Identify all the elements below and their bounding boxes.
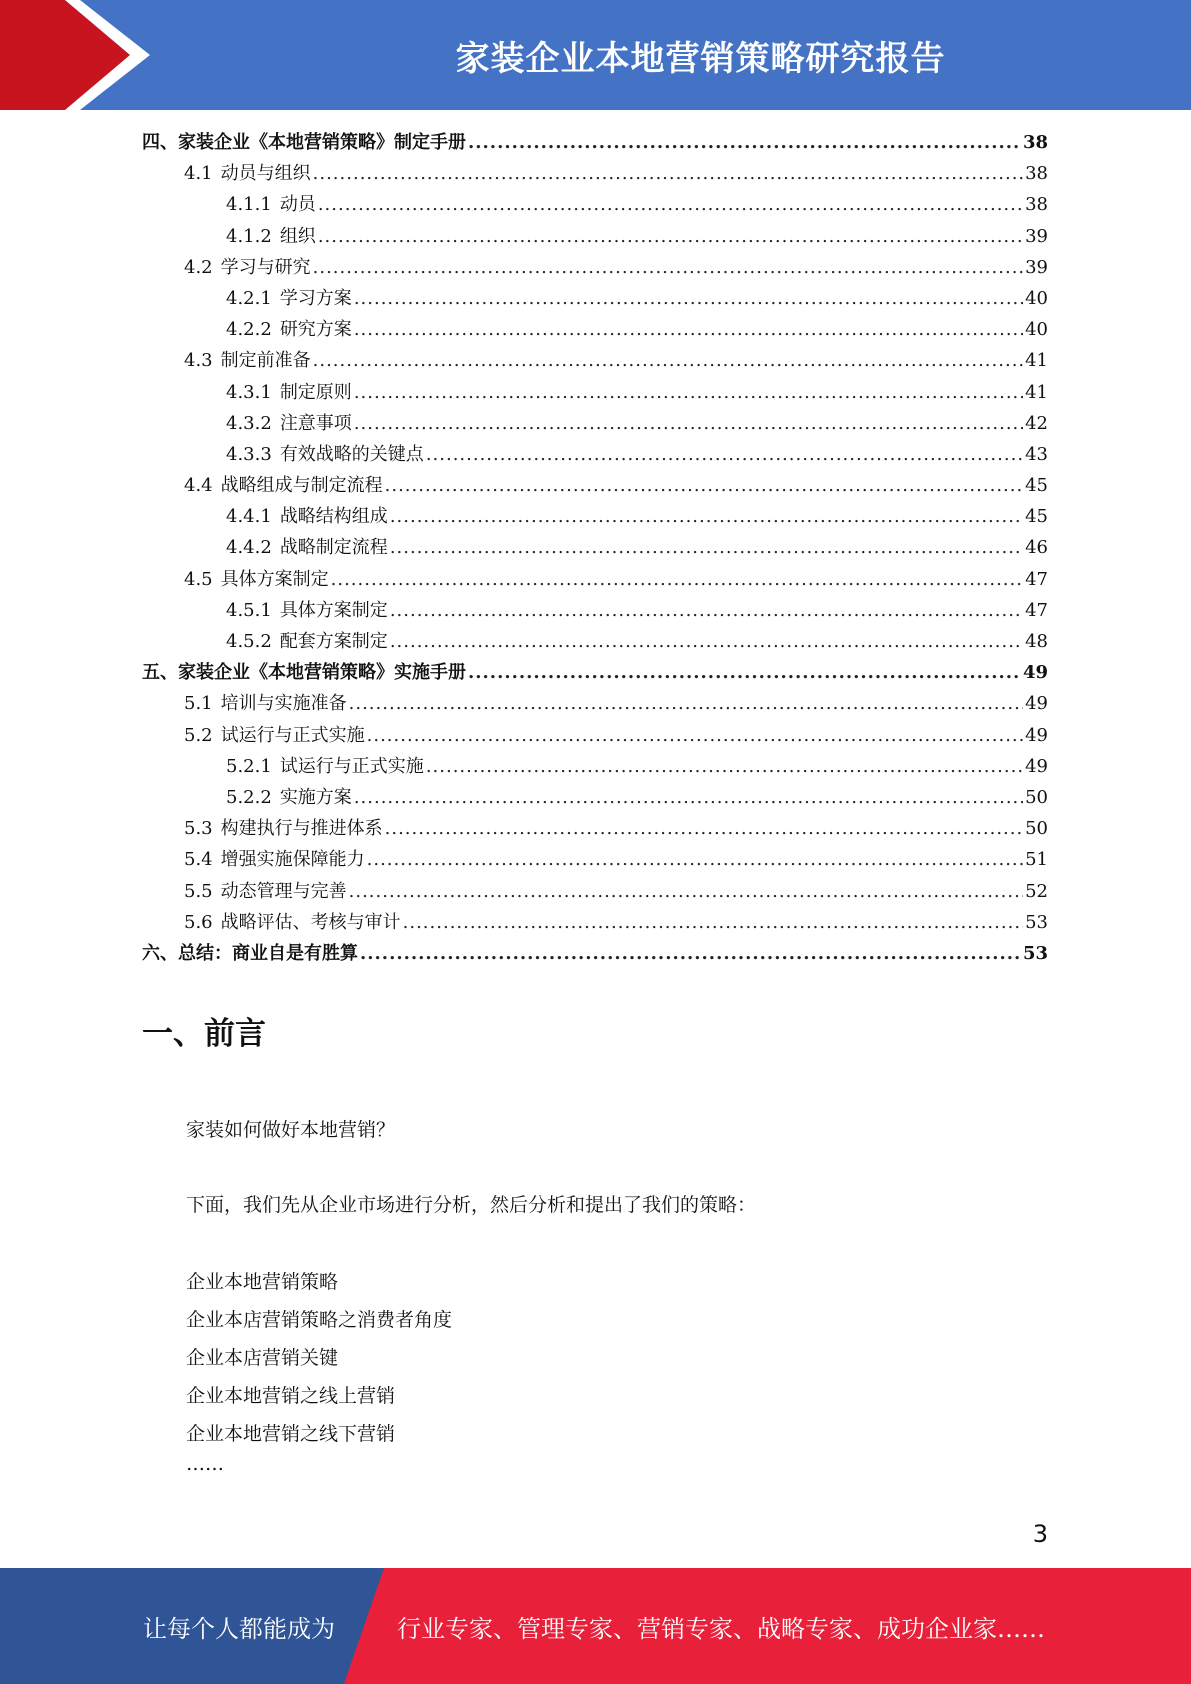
toc-dot-leader: [313, 345, 1023, 376]
toc-entry-page: 53: [1022, 942, 1048, 964]
toc-entry-page: 38: [1025, 194, 1048, 216]
toc-entry-number: 4.1.2: [226, 225, 272, 247]
toc-entry[interactable]: [142, 377, 1048, 408]
document-title: 家装企业本地营销策略研究报告: [455, 38, 946, 79]
toc-entry[interactable]: [142, 314, 1048, 345]
toc-entry[interactable]: [142, 470, 1048, 501]
toc-dot-leader: [349, 688, 1023, 719]
toc-entry[interactable]: [142, 844, 1048, 875]
toc-entry-number: 4.4.1: [226, 506, 272, 528]
toc-dot-leader: [385, 813, 1023, 844]
toc-dot-leader: [331, 564, 1023, 595]
toc-entry-number: 5.6: [184, 911, 213, 933]
toc-entry-title: 注意事项: [279, 412, 352, 434]
toc-entry-title: 有效战略的关键点: [279, 443, 424, 465]
toc-entry-number: 5.2.2: [226, 786, 272, 808]
toc-dot-leader: [354, 782, 1023, 813]
toc-entry-title: 学习与研究: [220, 256, 311, 278]
list-item: 企业本地营销之线下营销: [186, 1423, 396, 1445]
toc-entry-page: 47: [1025, 568, 1048, 590]
intro-paragraph: 下面，我们先从企业市场进行分析，然后分析和提出了我们的策略：: [186, 1194, 757, 1216]
toc-entry[interactable]: [142, 158, 1048, 189]
toc-entry[interactable]: [142, 252, 1048, 283]
toc-entry-page: 49: [1025, 755, 1048, 777]
toc-entry-title: 具体方案制定: [220, 568, 329, 590]
toc-entry-title: 增强实施保障能力: [220, 849, 365, 871]
footer-slogan-right: 行业专家、管理专家、营销专家、战略专家、成功企业家……: [397, 1614, 1045, 1643]
toc-entry-page: 49: [1022, 662, 1048, 684]
toc-entry-number: 5.2.1: [226, 755, 272, 777]
toc-dot-leader: [354, 408, 1023, 439]
list-item: 企业本地营销之线上营销: [186, 1385, 396, 1407]
toc-entry-title: 动员: [279, 194, 316, 216]
toc-entry-title: 配套方案制定: [279, 631, 388, 652]
toc-entry[interactable]: [142, 595, 1048, 626]
toc-entry-page: 46: [1025, 537, 1048, 559]
toc-dot-leader: [360, 938, 1021, 969]
toc-entry-page: 50: [1025, 786, 1048, 808]
toc-entry-number: 4.4.2: [226, 537, 272, 559]
toc-entry-number: 4.4: [184, 475, 213, 497]
toc-dot-leader: [426, 751, 1023, 782]
toc-entry-number: 4.5.2: [226, 631, 272, 652]
toc-entry-title: 动员与组织: [220, 163, 311, 185]
page-number: 3: [1032, 1520, 1048, 1548]
section-heading: 一、前言: [142, 1016, 266, 1052]
toc-entry-number: 4.3.2: [226, 412, 272, 434]
toc-entry-page: 51: [1025, 849, 1048, 871]
toc-entry-page: 39: [1025, 225, 1048, 247]
toc-entry-number: 4.1: [184, 163, 213, 185]
toc-entry-page: 50: [1025, 818, 1048, 840]
toc-dot-leader: [390, 595, 1023, 626]
toc-entry-page: 49: [1025, 693, 1048, 715]
toc-entry-title: 实施方案: [279, 786, 352, 808]
toc-entry-number: 4.3.3: [226, 443, 272, 465]
toc-entry-number: 4.3.1: [226, 381, 272, 403]
toc-entry-title: 构建执行与推进体系: [220, 818, 383, 840]
toc-dot-leader: [367, 844, 1023, 875]
toc-entry[interactable]: [142, 189, 1048, 220]
toc-entry[interactable]: [142, 439, 1048, 470]
toc-dot-leader: [354, 283, 1023, 314]
toc-entry[interactable]: [142, 221, 1048, 252]
toc-dot-leader: [318, 189, 1023, 220]
toc-entry[interactable]: [142, 345, 1048, 376]
list-item: 企业本店营销策略之消费者角度: [186, 1309, 453, 1331]
toc-entry[interactable]: [142, 688, 1048, 719]
toc-dot-leader: [354, 377, 1023, 408]
toc-entry-page: 53: [1025, 911, 1048, 933]
table-of-contents: [142, 127, 1048, 969]
toc-dot-leader: [468, 127, 1021, 158]
toc-entry-page: 48: [1025, 631, 1048, 652]
toc-entry-number: 5.4: [184, 849, 213, 871]
toc-entry-title: 五、家装企业《本地营销策略》实施手册: [142, 662, 466, 684]
toc-entry-number: 5.5: [184, 880, 213, 902]
toc-dot-leader: [354, 314, 1023, 345]
toc-entry[interactable]: [142, 501, 1048, 532]
footer-banner: [0, 1568, 1191, 1684]
toc-dot-leader: [390, 532, 1023, 563]
toc-dot-leader: [390, 626, 1023, 657]
toc-entry-number: 4.1.1: [226, 194, 272, 216]
toc-entry[interactable]: [142, 938, 1048, 969]
toc-dot-leader: [385, 470, 1023, 501]
toc-entry-page: 40: [1025, 319, 1048, 341]
toc-entry-title: 动态管理与完善: [220, 880, 347, 902]
toc-entry[interactable]: [142, 657, 1048, 688]
header-banner: [0, 0, 1191, 110]
toc-entry-title: 试运行与正式实施: [220, 724, 365, 746]
toc-entry-number: 5.2: [184, 724, 213, 746]
toc-entry-number: 5.1: [184, 693, 213, 715]
toc-entry-title: 制定原则: [279, 381, 352, 403]
toc-entry[interactable]: [142, 626, 1048, 657]
toc-entry-page: 38: [1022, 132, 1048, 153]
toc-dot-leader: [367, 720, 1023, 751]
list-item: 企业本店营销关键: [186, 1347, 339, 1369]
toc-entry-title: 学习方案: [279, 287, 352, 309]
toc-entry-page: 41: [1025, 350, 1048, 372]
toc-entry-title: 四、家装企业《本地营销策略》制定手册: [142, 132, 466, 153]
toc-entry-title: 制定前准备: [220, 350, 311, 372]
toc-entry-number: 5.3: [184, 818, 213, 840]
toc-entry-number: 4.2.2: [226, 319, 272, 341]
toc-entry-number: 4.2.1: [226, 287, 272, 309]
toc-entry-title: 战略评估、考核与审计: [220, 911, 401, 933]
footer-slogan-left: 让每个人都能成为: [143, 1614, 335, 1643]
toc-entry[interactable]: [142, 127, 1048, 158]
toc-entry[interactable]: [142, 813, 1048, 844]
toc-dot-leader: [349, 876, 1023, 907]
toc-entry-page: 41: [1025, 381, 1048, 403]
toc-entry-title: 试运行与正式实施: [279, 755, 424, 777]
toc-dot-leader: [390, 501, 1023, 532]
arrow-decoration-icon: [0, 0, 160, 110]
toc-entry-page: 45: [1025, 506, 1048, 528]
toc-entry-title: 研究方案: [279, 319, 352, 341]
toc-entry[interactable]: [142, 408, 1048, 439]
toc-entry[interactable]: [142, 751, 1048, 782]
toc-entry-page: 39: [1025, 256, 1048, 278]
toc-dot-leader: [313, 158, 1023, 189]
toc-entry[interactable]: [142, 876, 1048, 907]
toc-entry[interactable]: [142, 532, 1048, 563]
toc-dot-leader: [426, 439, 1023, 470]
toc-entry-number: 4.2: [184, 256, 213, 278]
toc-dot-leader: [468, 657, 1021, 688]
toc-entry-title: 培训与实施准备: [220, 693, 347, 715]
toc-entry-page: 42: [1025, 412, 1048, 434]
toc-entry[interactable]: [142, 564, 1048, 595]
toc-dot-leader: [318, 221, 1023, 252]
toc-entry-number: 4.5: [184, 568, 213, 590]
toc-dot-leader: [313, 252, 1023, 283]
toc-entry-page: 43: [1025, 443, 1048, 465]
toc-dot-leader: [403, 907, 1023, 938]
toc-entry-title: 战略结构组成: [279, 506, 388, 528]
toc-entry-page: 45: [1025, 475, 1048, 497]
toc-entry-number: 4.3: [184, 350, 213, 372]
toc-entry-page: 38: [1025, 163, 1048, 185]
toc-entry-title: 具体方案制定: [279, 599, 388, 621]
toc-entry[interactable]: [142, 907, 1048, 938]
toc-entry-page: 52: [1025, 880, 1048, 902]
toc-entry[interactable]: [142, 782, 1048, 813]
list-item: ……: [186, 1453, 224, 1475]
toc-entry[interactable]: [142, 283, 1048, 314]
toc-entry-title: 六、总结：商业自是有胜算: [142, 942, 358, 964]
toc-entry-title: 战略组成与制定流程: [220, 475, 383, 497]
toc-entry-page: 47: [1025, 599, 1048, 621]
toc-entry-page: 40: [1025, 287, 1048, 309]
toc-entry-page: 49: [1025, 724, 1048, 746]
toc-entry-title: 战略制定流程: [279, 537, 388, 559]
toc-entry-number: 4.5.1: [226, 599, 272, 621]
list-item: 企业本地营销策略: [186, 1271, 339, 1293]
toc-entry[interactable]: [142, 720, 1048, 751]
toc-entry-title: 组织: [279, 225, 316, 247]
question-paragraph: 家装如何做好本地营销？: [186, 1119, 396, 1141]
